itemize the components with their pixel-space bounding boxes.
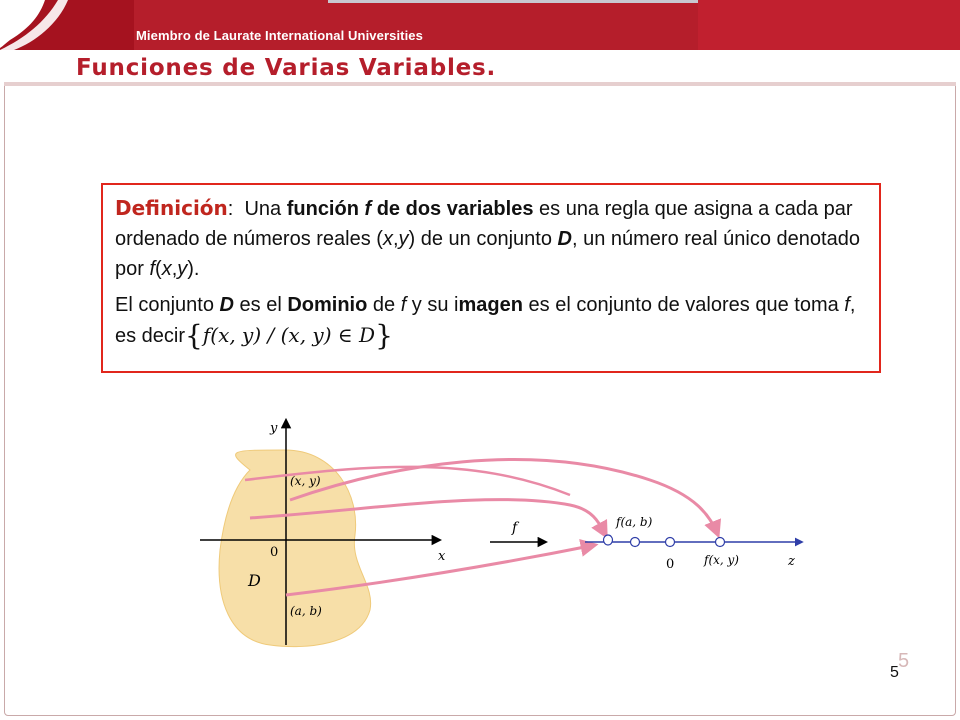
def-bold: de dos variables <box>371 198 534 220</box>
def-bold-italic: D <box>557 228 572 250</box>
def-text: es una regla que asigna a cada par ordenado de números reales ( <box>115 198 853 250</box>
def-bold-italic: f <box>364 198 372 220</box>
def-italic: y <box>177 258 188 280</box>
y-axis-label: y <box>270 421 278 436</box>
def-text: ( <box>155 258 162 280</box>
slide-frame-top-rule <box>4 82 956 86</box>
z-zero-label: 0 <box>666 557 675 572</box>
def-text: Una <box>244 198 287 220</box>
header-bar <box>0 0 960 50</box>
set-open-brace: { <box>185 319 203 352</box>
z-point-2 <box>631 538 640 547</box>
mapping-label: f <box>512 520 518 536</box>
def-text: , <box>392 228 399 250</box>
page-number-watermark: 5 <box>898 650 910 672</box>
university-logo <box>0 0 134 50</box>
def-text: , un número real único denotado por <box>115 228 860 280</box>
def-text: El conjunto <box>115 294 220 316</box>
def-bold-italic: D <box>219 294 234 316</box>
membership-text: Miembro de Laurate International Universities <box>136 28 423 43</box>
fab-label: f(a, b) <box>616 515 653 529</box>
z-point-origin <box>666 538 675 547</box>
point-xy-label: (x, y) <box>290 474 321 488</box>
header-block-dark <box>698 0 960 50</box>
image-set-notation <box>185 319 393 352</box>
def-bold: función <box>286 198 365 220</box>
set-body: f(x, y) / (x, y) ∈ D <box>202 323 376 347</box>
definition-paragraph-2 <box>115 290 869 351</box>
def-italic: x <box>382 228 393 250</box>
point-ab-label: (a, b) <box>290 604 322 618</box>
z-point-fab <box>604 535 613 545</box>
def-bold: Dominio <box>287 294 368 316</box>
definition-colon: : <box>227 198 234 220</box>
def-bold: magen <box>458 294 523 316</box>
set-close-brace: } <box>375 319 393 352</box>
origin-label: 0 <box>270 545 279 560</box>
def-text: y su i <box>406 294 459 316</box>
def-italic: f <box>844 294 850 316</box>
def-italic: y <box>398 228 409 250</box>
def-text: , es decir <box>115 294 856 347</box>
header-block-gray <box>328 0 698 3</box>
def-text: de <box>367 294 401 316</box>
def-text: es el conjunto de valores que toma <box>522 294 845 316</box>
page-number: 5 <box>890 664 899 681</box>
def-text: es el <box>233 294 288 316</box>
def-text: , <box>171 258 178 280</box>
def-italic: f <box>149 258 156 280</box>
z-axis-label: z <box>788 554 795 569</box>
def-text: ) de un conjunto <box>408 228 558 250</box>
definition-label: Definición <box>115 196 228 220</box>
definition-box <box>101 183 881 373</box>
function-mapping-diagram <box>190 410 830 660</box>
z-point-fxy <box>716 538 725 547</box>
def-italic: f <box>400 294 407 316</box>
x-axis-label: x <box>438 549 446 564</box>
fxy-label: f(x, y) <box>704 553 739 567</box>
def-italic: x <box>161 258 172 280</box>
definition-paragraph-1 <box>115 193 869 284</box>
slide-title: Funciones de Varias Variables. <box>76 55 497 81</box>
domain-label: D <box>248 571 261 590</box>
def-text: ). <box>187 258 200 280</box>
